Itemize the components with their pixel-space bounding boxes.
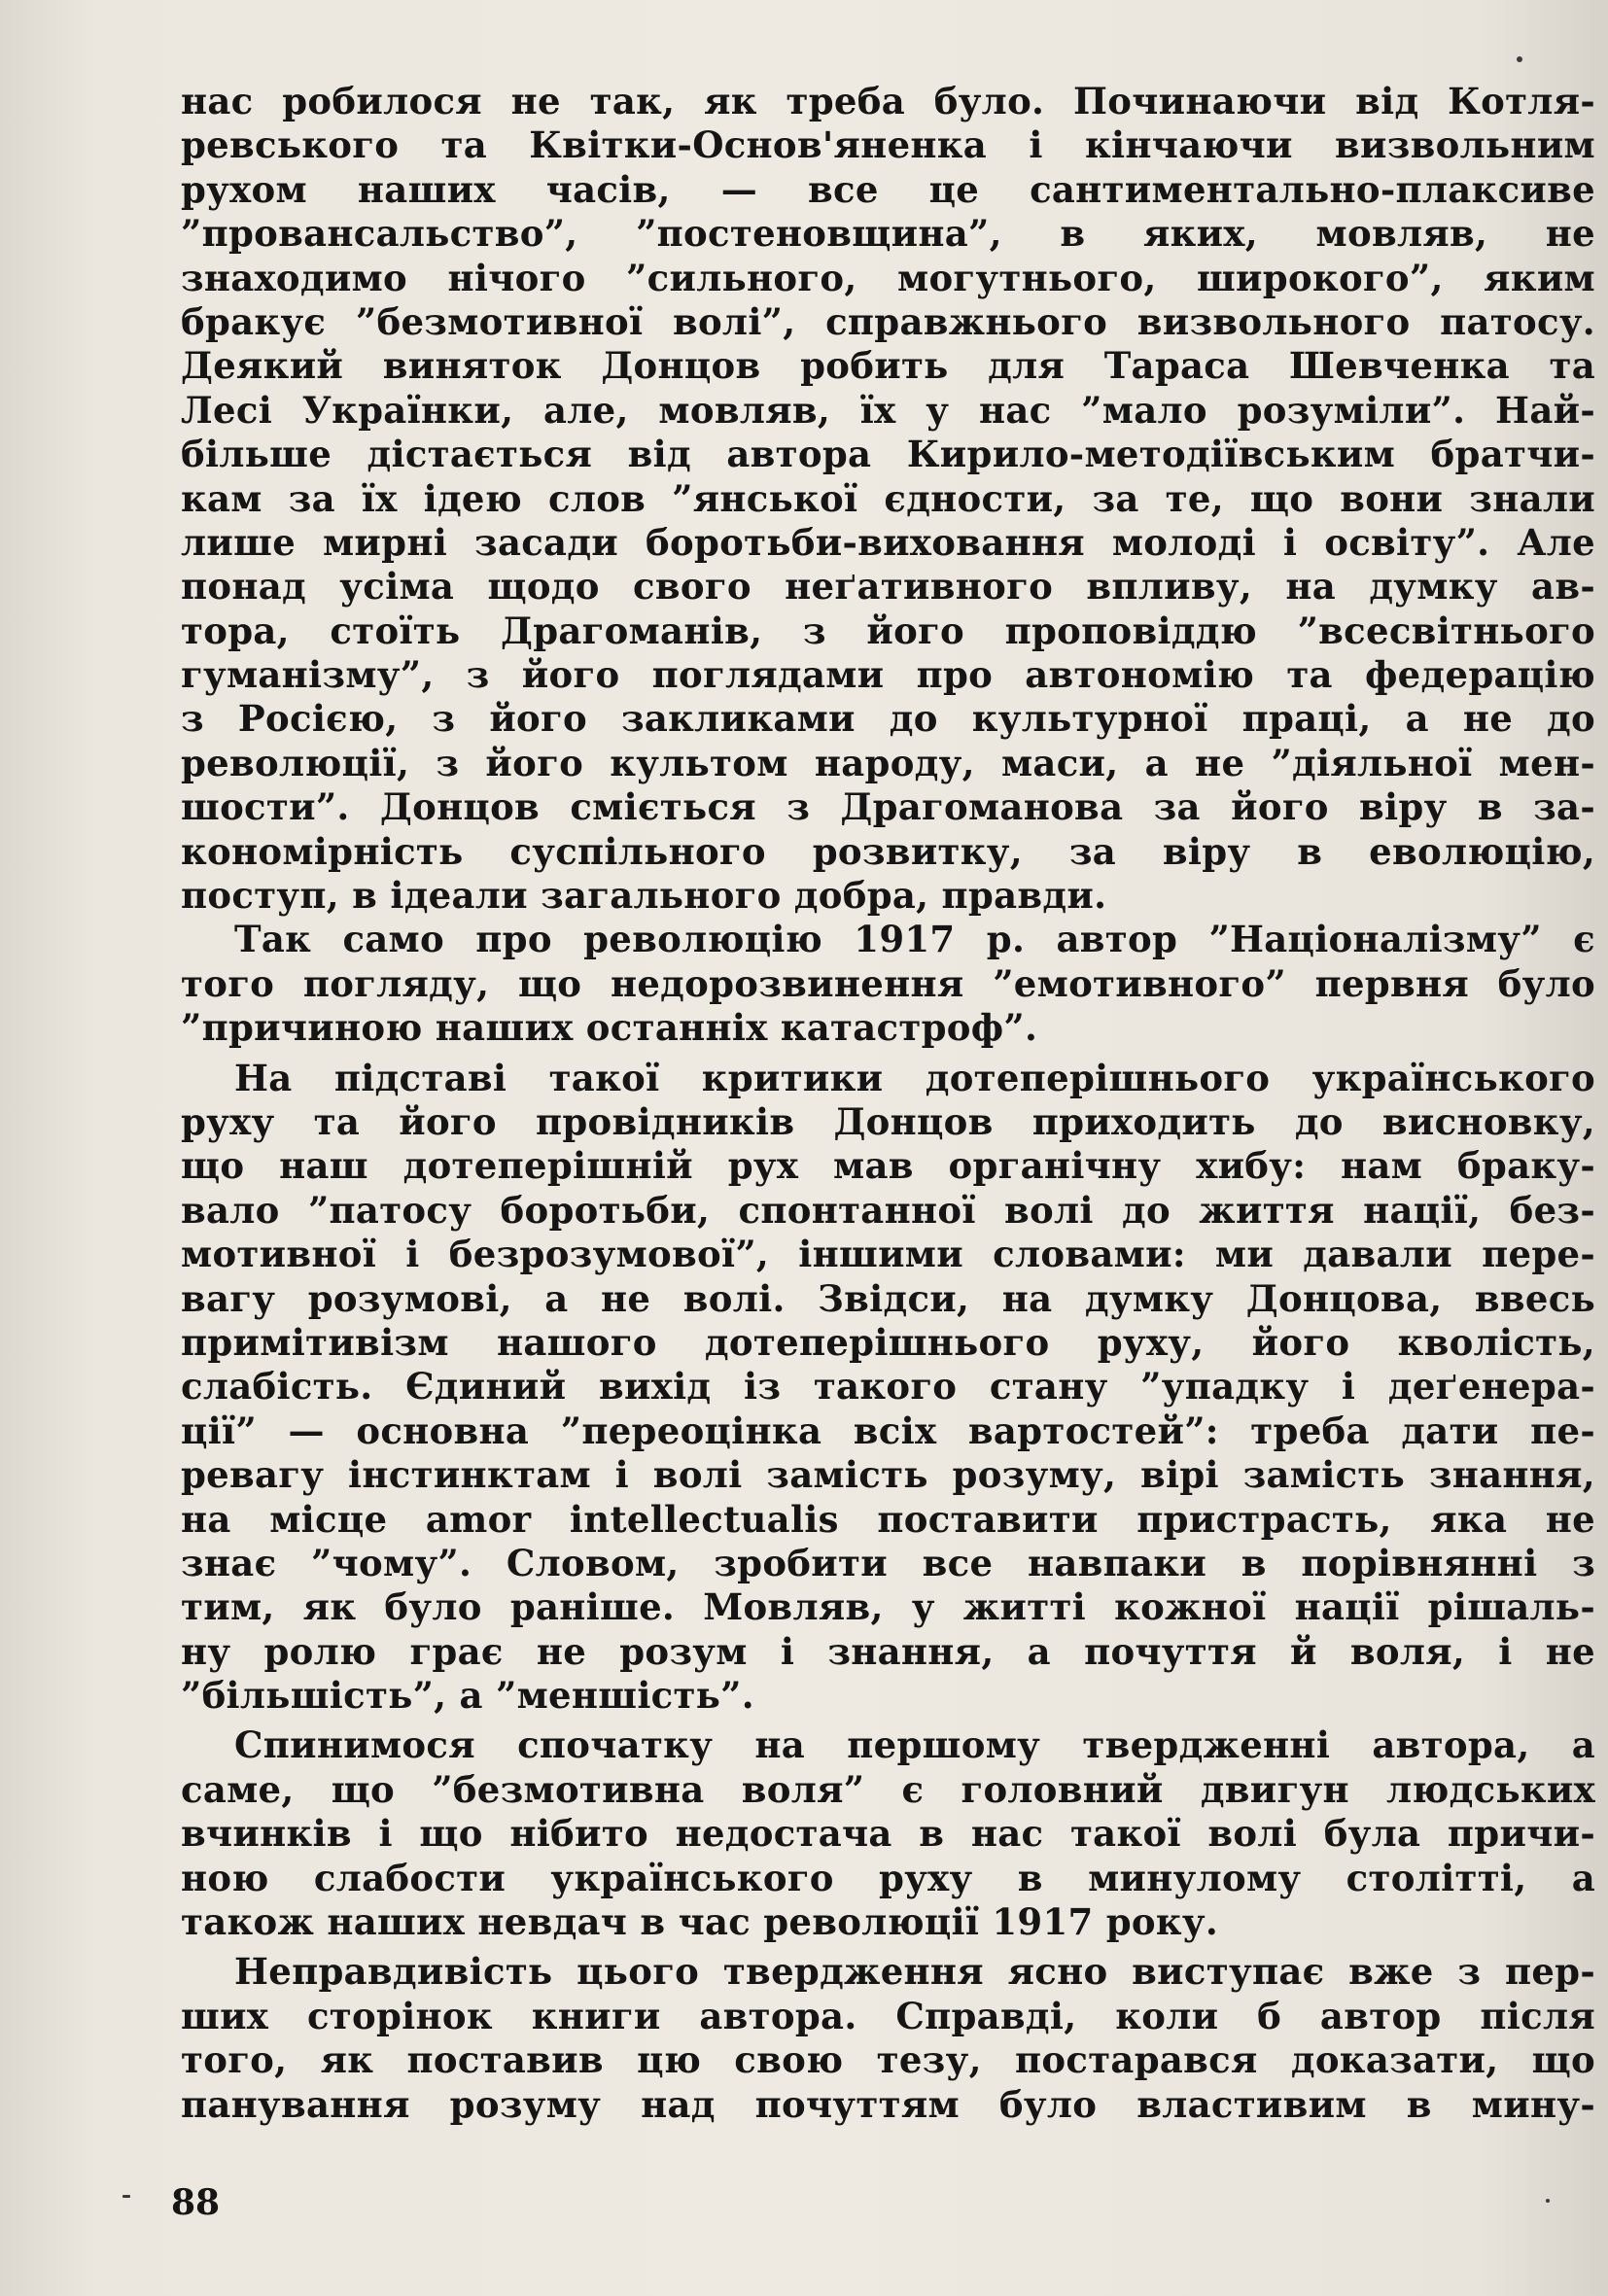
- text-line: вало ”патосу боротьби, спонтанної волі до життя нації, без-: [181, 1188, 1595, 1232]
- print-speck: [1517, 56, 1522, 62]
- text-line: На підставі такої критики дотеперішнього українського: [234, 1056, 1595, 1099]
- text-line: шости”. Донцов сміється з Драгоманова за його віру в за-: [181, 785, 1595, 829]
- text-line: Деякий виняток Донцов робить для Тараса Шевченка та: [181, 344, 1595, 388]
- text-line: ції” — основна ”переоцінка всіх вартостей”: треба дати пе-: [181, 1409, 1595, 1452]
- text-line: примітивізм нашого дотеперішнього руху, його кволість,: [181, 1320, 1595, 1364]
- text-line: ну ролю грає не розум і знання, а почуття й воля, і не: [181, 1629, 1595, 1673]
- text-line: знає ”чому”. Словом, зробити все навпаки в порівнянні з: [181, 1541, 1595, 1584]
- text-line: вагу розумові, а не волі. Звідси, на думку Донцова, ввесь: [181, 1276, 1595, 1320]
- print-speck: [1546, 2199, 1550, 2203]
- text-line: Спинимося спочатку на першому твердженні автора, а: [234, 1723, 1595, 1767]
- text-line: панування розуму над почуттям було властивим в мину-: [181, 2082, 1595, 2126]
- text-line: Лесі Українки, але, мовляв, їх у нас ”мало розуміли”. Най-: [181, 388, 1595, 432]
- text-line: того, як поставив цю свою тезу, постарався доказати, що: [181, 2038, 1595, 2082]
- text-line: слабість. Єдиний вихід із такого стану ”упадку і деґенера-: [181, 1365, 1595, 1409]
- text-line: бракує ”безмотивної волі”, справжнього визвольного патосу.: [181, 299, 1595, 343]
- text-line: нас робилося не так, як треба було. Починаючи від Котля-: [181, 80, 1595, 122]
- text-line: що наш дотеперішній рух мав органічну хибу: нам браку-: [181, 1144, 1595, 1188]
- text-line: Неправдивість цього твердження ясно виступає вже з пер-: [234, 1950, 1595, 1994]
- text-line: понад усіма щодо свого неґативного впливу, на думку ав-: [181, 565, 1595, 609]
- page-body-text: [181, 80, 1595, 2127]
- text-line: рухом наших часів, — все це сантиментально-плаксиве: [181, 167, 1595, 211]
- text-line: кам за їх ідею слов ”янської єдности, за те, що вони знали: [181, 476, 1595, 520]
- text-line: тора, стоїть Драгоманів, з його проповіддю ”всесвітнього: [181, 609, 1595, 652]
- print-speck: [122, 2195, 130, 2198]
- text-line: революції, з його культом народу, маси, а не ”діяльної мен-: [181, 741, 1595, 784]
- text-line: мотивної і безрозумової”, іншими словами: ми давали пере-: [181, 1233, 1595, 1276]
- text-line: лише мирні засади боротьби-виховання молоді і освіту”. Але: [181, 520, 1595, 564]
- text-line: ”більшість”, а ”меншість”.: [181, 1674, 754, 1718]
- text-line: ною слабости українського руху в минулому столітті, а: [181, 1856, 1595, 1899]
- text-line: ”причиною наших останніх катастроф”.: [181, 1006, 1038, 1050]
- text-line: знаходимо нічого ”сильного, могутнього, широкого”, яким: [181, 256, 1595, 299]
- text-line: вчинків і що нібито недостача в нас такої волі була причи-: [181, 1812, 1595, 1856]
- text-line: тим, як було раніше. Мовляв, у житті кожної нації рішаль-: [181, 1585, 1595, 1629]
- text-line: того погляду, що недорозвинення ”емотивного” первня було: [181, 961, 1595, 1005]
- text-line: також наших невдач в час революції 1917 року.: [181, 1900, 1219, 1944]
- text-line: руху та його провідників Донцов приходить до висновку,: [181, 1099, 1595, 1143]
- text-line: кономірність суспільного розвитку, за віру в еволюцію,: [181, 829, 1595, 873]
- text-line: з Росією, з його закликами до культурної праці, а не до: [181, 697, 1595, 741]
- text-line: більше дістається від автора Кирило-методіївським братчи-: [181, 433, 1595, 476]
- page-number: 88: [171, 2182, 221, 2223]
- text-line: гуманізму”, з його поглядами про автономію та федерацію: [181, 653, 1595, 697]
- text-line: ”провансальство”, ”постеновщина”, в яких, мовляв, не: [181, 212, 1595, 256]
- text-line: на місце amor intellectualis поставити пристрасть, яка не: [181, 1497, 1595, 1541]
- text-line: ревського та Квітки-Основ'яненка і кінчаючи визвольним: [181, 123, 1595, 167]
- text-line: саме, що ”безмотивна воля” є головний двигун людських: [181, 1767, 1595, 1811]
- text-line: поступ, в ідеали загального добра, правди.: [181, 874, 1107, 918]
- text-line: ревагу інстинктам і волі замість розуму, вірі замість знання,: [181, 1453, 1595, 1497]
- text-line: Так само про революцію 1917 р. автор ”Націоналізму” є: [234, 918, 1595, 961]
- text-line: ших сторінок книги автора. Справді, коли б автор після: [181, 1994, 1595, 2037]
